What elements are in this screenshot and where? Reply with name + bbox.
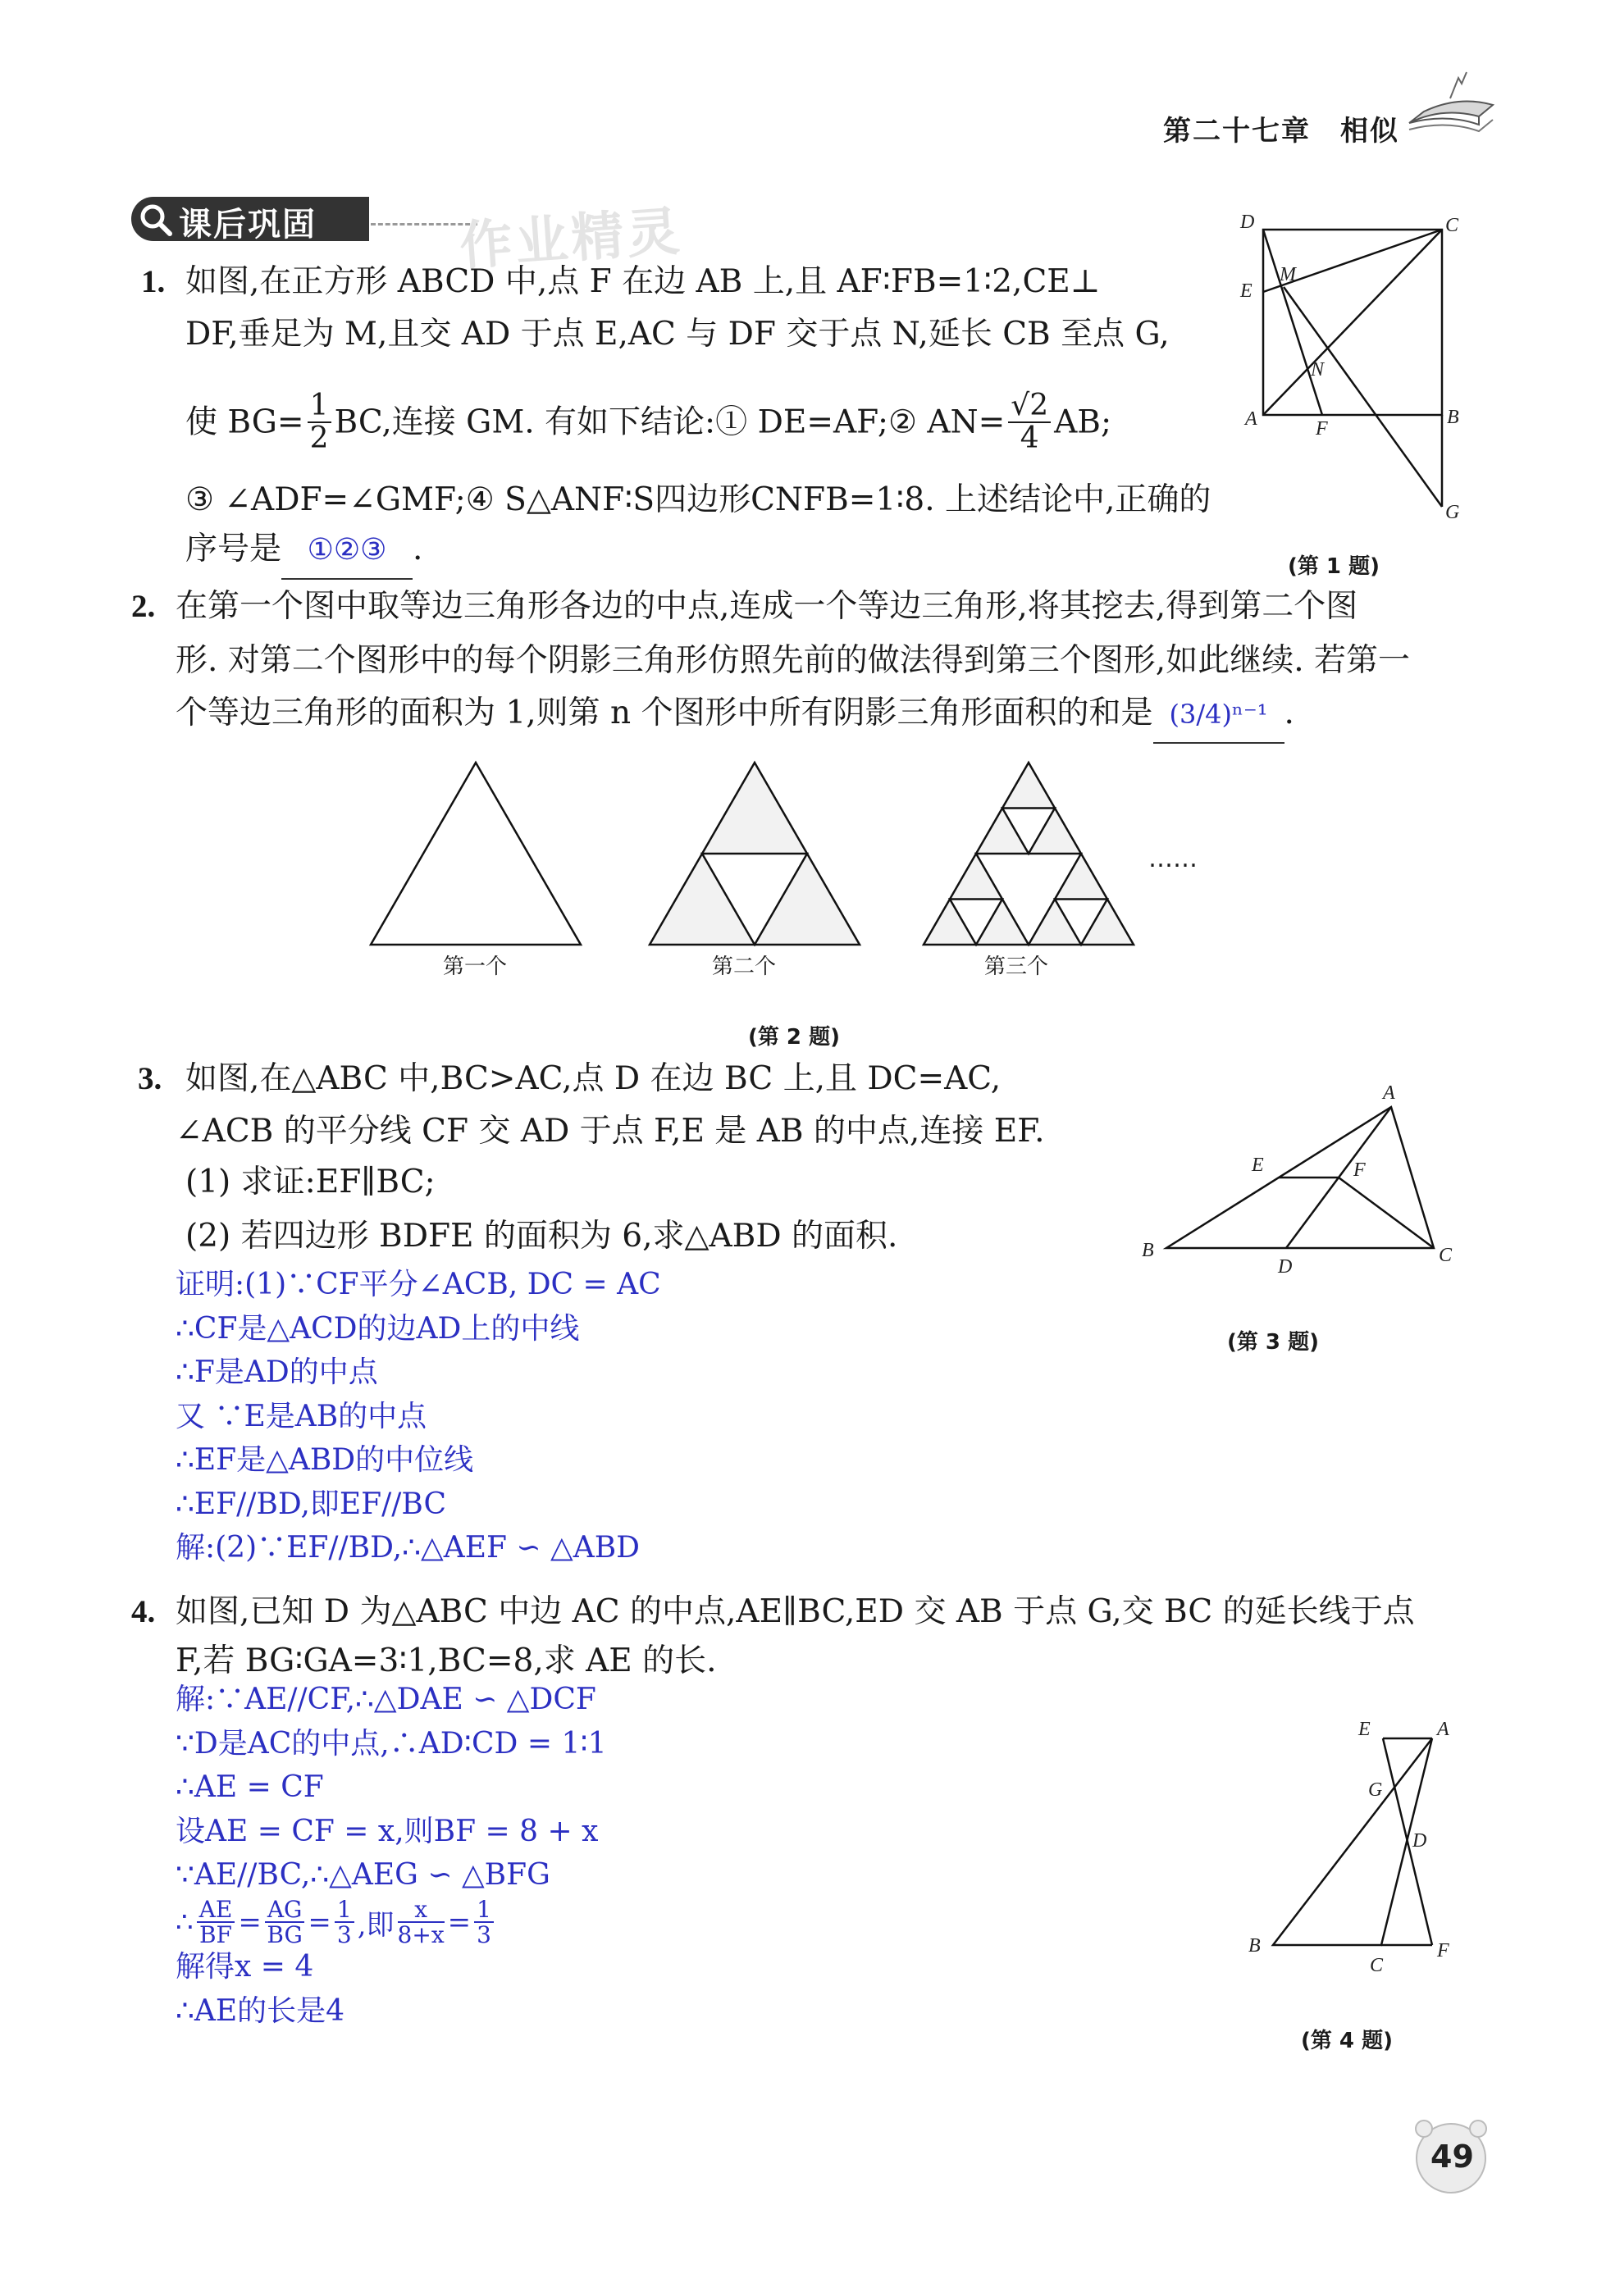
q2-line2: 形. 对第二个图形中的每个阴影三角形仿照先前的做法得到第三个图形,如此继续. 若第一 [176,642,1410,679]
q1-line1: 如图,在正方形 ABCD 中,点 F 在边 AB 上,且 AF∶FB=1∶2,CE⊥ [185,263,1101,300]
q4-label-e: E [1358,1719,1371,1740]
q1-line3-b: BC,连接 GM. 有如下结论:① DE=AF;② AN= [334,403,1006,441]
q4-answer-tail [176,1945,344,2033]
q3-label-d: D [1278,1256,1293,1278]
q4-label-b: B [1248,1935,1261,1957]
q4-label-f: F [1437,1940,1449,1961]
q4-ratio-f3-num: 1 [335,1897,354,1923]
q4-ratio-prefix: ∴ [176,1906,194,1939]
book-icon [1401,66,1499,148]
q1-diagonal-ac [1263,230,1442,415]
q4-ratio-f3 [335,1897,354,1947]
q4-ratio-f3-den: 3 [336,1921,352,1949]
q1-line5-text: 序号是 [185,531,282,567]
q3-number: 3. [138,1061,162,1096]
q4-ratio-eq3: = [447,1906,472,1939]
q1-label-e: E [1240,280,1253,302]
q4-ratio-f4-num: x [398,1897,445,1923]
magnifier-icon [138,202,174,238]
q4-ratio-f1-den: BF [198,1921,232,1949]
q4-ratio-f5 [474,1897,494,1947]
q3-answer-line-4: 又 ∵E是AB的中点 [176,1399,427,1433]
q1-sqrt-num: √2 [1008,390,1051,423]
q4-line1: 如图,已知 D 为△ABC 中边 AC 的中点,AE∥BC,ED 交 AB 于点 G,交 BC 的延长线于点 [176,1593,1415,1630]
q1-segment-gm [1284,287,1442,507]
q3-sub1: (1) 求证:EF∥BC; [185,1164,436,1200]
q3-segment-cf [1339,1178,1434,1248]
q1-end: . [413,531,423,567]
q1-label-c: C [1445,215,1459,236]
q2-line3-text: 个等边三角形的面积为 1,则第 n 个图形中所有阴影三角形面积的和是 [176,695,1153,731]
q4-answer-line-3: ∴AE = CF [176,1770,324,1804]
q1-label-m: M [1280,264,1296,285]
q3-label-c: C [1439,1245,1453,1266]
q4-ratio-f1-num: AE [197,1897,235,1923]
q1-line2: DF,垂足为 M,且交 AD 于点 E,AC 与 DF 交于点 N,延长 CB 至点 G, [185,316,1170,353]
q1-caption: (第 1 题) [1288,554,1380,579]
q1-label-n: N [1311,359,1325,380]
q3-answer-line-2: ∴CF是△ACD的边AD上的中线 [176,1311,580,1346]
q4-ratio-line [176,1897,497,1947]
q3-answer-line-1: 证明:(1)∵CF平分∠ACB, DC = AC [176,1268,661,1301]
q2-number: 2. [131,589,156,624]
q4-answer-tail-2: ∴AE的长是4 [176,1993,345,2028]
q3-answer-line-3: ∴F是AD的中点 [176,1355,378,1389]
q3-answer-line-7: 解:(2)∵EF//BD,∴△AEF ∽ △ABD [176,1531,641,1565]
q2-figure-3 [924,763,1134,945]
q2-figure-2 [650,763,860,945]
q4-answer-line-1: 解:∵AE//CF,∴△DAE ∽ △DCF [176,1683,596,1716]
q3-label-a: A [1383,1082,1395,1104]
q4-answer-tail-1: 解得x = 4 [176,1950,314,1984]
q4-ratio-f2-num: AG [265,1897,305,1923]
q2-fig-label-3: 第三个 [984,954,1049,979]
q4-figure [1230,1706,1476,1984]
q3-line2: ∠ACB 的平分线 CF 交 AD 于点 F,E 是 AB 的中点,连接 EF. [176,1113,1045,1150]
q4-number: 4. [131,1594,156,1629]
q1-line4: ③ ∠ADF=∠GMF;④ S△ANF∶S四边形CNFB=1∶8. 上述结论中,正确的 [185,481,1211,518]
chapter-title: 第二十七章 相似 [1163,115,1399,148]
q4-ratio-f4-den: 8+x [397,1921,445,1949]
q1-number: 1. [141,264,166,299]
q4-ratio-eq1: = [238,1906,262,1939]
q1-label-f: F [1316,418,1328,440]
q3-answer-line-6: ∴EF//BD,即EF//BC [176,1487,447,1521]
q1-half-den: 2 [309,421,329,455]
q4-ratio-f1 [197,1897,235,1947]
q1-answer: ①②③ [281,522,413,580]
q2-answer: (3/4)ⁿ⁻¹ [1153,686,1284,744]
q2-caption: (第 2 题) [748,1025,840,1050]
q3-caption: (第 3 题) [1227,1330,1319,1355]
q3-sub2: (2) 若四边形 BDFE 的面积为 6,求△ABD 的面积. [185,1218,898,1255]
q4-ratio-f2-den: BG [267,1921,303,1949]
watermark: 作业精灵 [458,201,685,278]
q4-line2: F,若 BG∶GA=3∶1,BC=8,求 AE 的长. [176,1642,717,1679]
q4-ratio-eq2: = [308,1906,331,1939]
q3-label-e: E [1252,1155,1264,1176]
q4-ratio-f4 [398,1897,445,1947]
q1-label-b: B [1447,407,1459,428]
q4-answer-line-2: ∵D是AC的中点,∴AD∶CD = 1∶1 [176,1726,607,1761]
q2-ellipsis: …… [1148,845,1198,873]
q3-answer-line-5: ∴EF是△ABD的中位线 [176,1443,474,1477]
q1-line5 [185,522,422,580]
q1-half-fraction [308,390,331,454]
q4-ratio-f5-den: 3 [477,1921,491,1949]
q1-sqrt-den: 4 [1020,421,1039,455]
q1-label-d: D [1240,212,1255,233]
q4-label-c: C [1370,1955,1384,1976]
q4-label-g: G [1368,1779,1383,1801]
q4-ratio-f5-num: 1 [474,1897,494,1923]
q4-answer-line-4: 设AE = CF = x,则BF = 8 + x [176,1814,599,1848]
q4-label-a: A [1437,1719,1449,1740]
q1-label-g: G [1445,502,1460,523]
q4-answer-line-5: ∵AE//BC,∴△AEG ∽ △BFG [176,1858,550,1892]
q1-line3-a: 使 BG= [185,403,304,441]
q4-caption: (第 4 题) [1301,2029,1393,2053]
q1-label-a: A [1245,408,1257,430]
q3-line1: 如图,在△ABC 中,BC>AC,点 D 在边 BC 上,且 DC=AC, [185,1060,1002,1097]
q4-ratio-f2 [265,1897,305,1947]
q3-label-f: F [1353,1159,1366,1181]
q4-answer [176,1678,607,1897]
q2-line3 [176,686,1294,744]
q3-answer [176,1263,661,1570]
page-number: 49 [1430,2139,1474,2175]
section-title: 课后巩固 [179,206,317,244]
q2-line1: 在第一个图中取等边三角形各边的中点,连成一个等边三角形,将其挖去,得到第二个图 [176,588,1358,625]
q1-half-num: 1 [308,390,331,423]
q1-line3-c: AB; [1054,403,1112,441]
q1-line3 [185,390,1111,454]
q2-fig-label-2: 第二个 [712,954,777,979]
q1-sqrt-fraction [1008,390,1051,454]
q1-segment-df [1263,230,1322,415]
q2-end: . [1284,695,1294,731]
q2-figure-1 [371,763,581,945]
q4-ratio-mid: ,即 [357,1908,395,1942]
q3-label-b: B [1142,1240,1154,1261]
q2-fig-label-1: 第一个 [443,954,508,979]
q4-label-d: D [1412,1830,1427,1852]
q3-figure [1132,1074,1476,1279]
q1-figure [1230,212,1476,523]
